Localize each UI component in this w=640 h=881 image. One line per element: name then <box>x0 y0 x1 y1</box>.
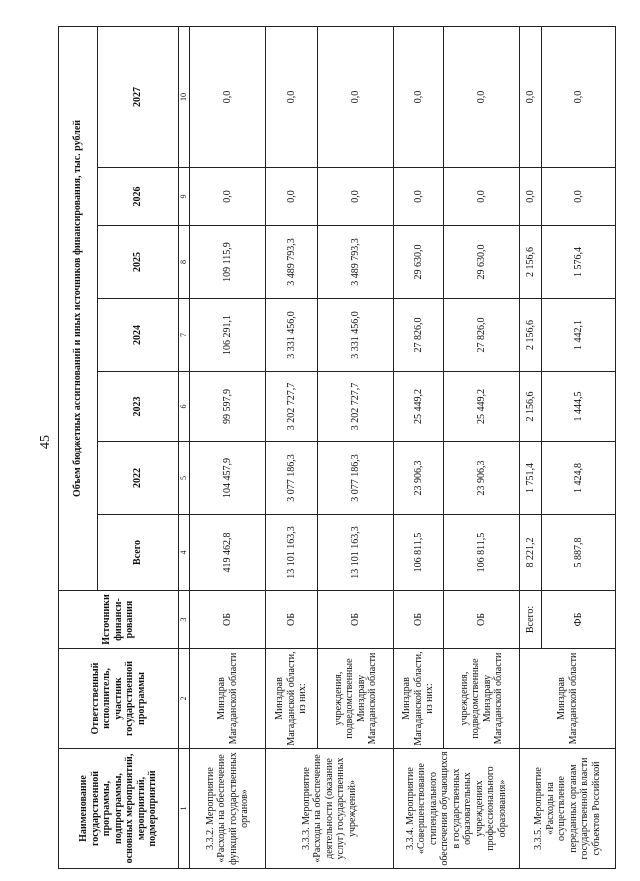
executor: Минздрав Магаданской области <box>520 649 616 749</box>
executor: Минздрав Магаданской области <box>190 649 266 749</box>
value-2025: 3 489 793,3 <box>266 226 318 299</box>
column-index-row <box>179 26 190 868</box>
col-index: 6 <box>179 372 190 442</box>
header-year-2026: 2026 <box>98 168 179 226</box>
value-2023: 25 449,2 <box>444 372 520 442</box>
value-2024: 106 291,1 <box>190 299 266 372</box>
value-2022: 3 077 186,3 <box>318 442 394 515</box>
executor: учреждения, подведомственные Минздраву Магаданской области <box>444 649 520 749</box>
value-2024: 3 331 456,0 <box>318 299 394 372</box>
value-2027: 0,0 <box>520 26 542 167</box>
source: ОБ <box>444 591 520 649</box>
value-2024: 27 826,0 <box>444 299 520 372</box>
col-index: 2 <box>179 649 190 749</box>
value-2026: 0,0 <box>190 168 266 226</box>
header-funding: Объем бюджетных ассигнований и иных источников финансирования, тыс. рублей <box>59 26 98 590</box>
source: ОБ <box>394 591 444 649</box>
table-row <box>190 26 266 868</box>
header-year-2024: 2024 <box>98 299 179 372</box>
source: ОБ <box>266 591 318 649</box>
value-2025: 2 156,6 <box>520 226 542 299</box>
value-2025: 29 630,0 <box>444 226 520 299</box>
value-2023: 25 449,2 <box>394 372 444 442</box>
col-index: 4 <box>179 515 190 591</box>
funding-table <box>58 26 616 869</box>
value-2022: 1 751,4 <box>520 442 542 515</box>
value-2026: 0,0 <box>520 168 542 226</box>
value-2026: 0,0 <box>318 168 394 226</box>
rotated-table-container <box>58 27 616 869</box>
value-2027: 0,0 <box>266 26 318 167</box>
executor: учреждения, подведомственные Минздраву Магаданской области <box>318 649 394 749</box>
source: ФБ <box>542 591 616 649</box>
value-2022: 23 906,3 <box>444 442 520 515</box>
measure-name: 3.3.3. Мероприятие «Расходы на обеспечение деятельности (оказание услуг) государственных учреждений» <box>266 749 394 869</box>
page-number: 45 <box>38 435 53 449</box>
col-index: 9 <box>179 168 190 226</box>
value-2023: 99 597,9 <box>190 372 266 442</box>
value-total: 106 811,5 <box>394 515 444 591</box>
table-row <box>444 26 520 868</box>
value-2023: 1 444,5 <box>542 372 616 442</box>
header-total: Всего <box>98 515 179 591</box>
value-2023: 3 202 727,7 <box>318 372 394 442</box>
col-index: 3 <box>179 591 190 649</box>
value-2022: 23 906,3 <box>394 442 444 515</box>
header-year-2023: 2023 <box>98 372 179 442</box>
table-row <box>520 26 542 868</box>
col-index: 8 <box>179 226 190 299</box>
value-total: 419 462,8 <box>190 515 266 591</box>
value-total: 5 887,8 <box>542 515 616 591</box>
table-row <box>318 26 394 868</box>
value-2026: 0,0 <box>444 168 520 226</box>
value-2024: 3 331 456,0 <box>266 299 318 372</box>
header-year-2022: 2022 <box>98 442 179 515</box>
value-total: 13 101 163,3 <box>318 515 394 591</box>
executor: Минздрав Магаданской области, из них: <box>394 649 444 749</box>
value-2022: 3 077 186,3 <box>266 442 318 515</box>
value-2027: 0,0 <box>190 26 266 167</box>
col-index: 1 <box>179 749 190 869</box>
executor: Минздрав Магаданской области, из них: <box>266 649 318 749</box>
source: ОБ <box>190 591 266 649</box>
source: Всего: <box>520 591 542 649</box>
value-2025: 109 115,9 <box>190 226 266 299</box>
value-2026: 0,0 <box>542 168 616 226</box>
value-2027: 0,0 <box>542 26 616 167</box>
header-name: Наименование государственной программы, подпрограммы, основных мероприятий, мероприятий, подмероприятий <box>59 749 179 869</box>
measure-name: 3.3.5. Мероприятие «Расходы на осуществление переданных органам государственной власти субъектов Российской <box>520 749 616 869</box>
header-executor: Ответственный исполнитель, участник государственной программы <box>59 649 179 749</box>
measure-name: 3.3.2. Мероприятие «Расходы на обеспечение функций государственных органов» <box>190 749 266 869</box>
value-2024: 27 826,0 <box>394 299 444 372</box>
value-2026: 0,0 <box>266 168 318 226</box>
value-2024: 2 156,6 <box>520 299 542 372</box>
value-2025: 3 489 793,3 <box>318 226 394 299</box>
value-2026: 0,0 <box>394 168 444 226</box>
value-2022: 104 457,9 <box>190 442 266 515</box>
header-year-2027: 2027 <box>98 26 179 167</box>
value-2023: 3 202 727,7 <box>266 372 318 442</box>
header-year-2025: 2025 <box>98 226 179 299</box>
value-2024: 1 442,1 <box>542 299 616 372</box>
header-row-1 <box>59 26 98 868</box>
header-source: Источники финанси-рования <box>59 591 179 649</box>
col-index: 5 <box>179 442 190 515</box>
source: ОБ <box>318 591 394 649</box>
value-2027: 0,0 <box>394 26 444 167</box>
measure-name: 3.3.4. Мероприятие «Совершенствование стипендиального обеспечения обучающихся в государственных образовательных учреждениях профессионального образования» <box>394 749 520 869</box>
value-2023: 2 156,6 <box>520 372 542 442</box>
value-2027: 0,0 <box>444 26 520 167</box>
value-total: 13 101 163,3 <box>266 515 318 591</box>
table-row <box>394 26 444 868</box>
value-2022: 1 424,8 <box>542 442 616 515</box>
value-2027: 0,0 <box>318 26 394 167</box>
value-total: 106 811,5 <box>444 515 520 591</box>
table-row <box>266 26 318 868</box>
value-2025: 29 630,0 <box>394 226 444 299</box>
value-total: 8 221,2 <box>520 515 542 591</box>
value-2025: 1 576,4 <box>542 226 616 299</box>
col-index: 7 <box>179 299 190 372</box>
col-index: 10 <box>179 26 190 167</box>
